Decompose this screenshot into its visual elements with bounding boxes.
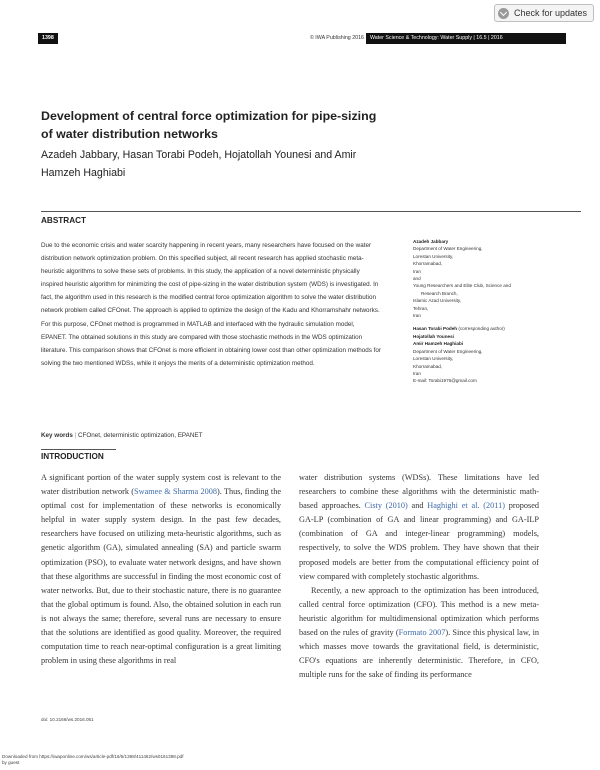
- affiliation-name-1: Azadeh Jabbary: [413, 239, 449, 244]
- affiliation-name-3: Hojatollah Younesi: [413, 333, 454, 339]
- body-text: proposed GA-LP (combination of GA and linear programming) and GA-ILP (combination of GA and integer-linear programming) models, respectively, to solve the WDS problem. They have shown that their proposed models are better from the computational efficiency point of view compared with completely stochastic algorithms.: [299, 501, 540, 581]
- abstract-text: Due to the economic crisis and water scarcity happening in recent years, many researchers have focused on the water distribution network optimization problem. On this specified subject, all recent research has applied stochastic meta-heuristic algorithms to solve these sets of problems. In this study, the application of a novel deterministic physically inspired heuristic algorithm for minimizing the cost of pipe-sizing in the water distribution system (WDS) is investigated. In fact, the algorithm used in this research is the modified central force optimization algorithm to solve the water distribution network problem called CFOnet. The approach is applied to optimize the design of the Kadu and Khorramshahr networks. For this purpose, CFOnet method is programmed in MATLAB and interfaced with the hydraulic simulation model, EPANET. The obtained solutions in this study are compared with those stochastic methods in the WDS optimization literature. This comparison shows that CFOnet is more efficient in obtaining lower cost than other optimization methods for solving the two mentioned WDSs, while it enjoys the merits of a deterministic optimization method.: [41, 242, 381, 367]
- check-for-updates-button[interactable]: [494, 4, 594, 22]
- introduction-heading: INTRODUCTION: [41, 452, 104, 461]
- body-text: A significant portion of the water supply system cost is relevant to the water distribution network (: [41, 473, 281, 497]
- affiliation-line: Iran: [413, 313, 421, 319]
- keywords: Key words | CFOnet, deterministic optimization, EPANET: [41, 432, 203, 439]
- running-header: [38, 33, 566, 44]
- reference-link[interactable]: Cisty (2010): [364, 501, 408, 511]
- corresponding-note: (corresponding author): [458, 326, 505, 332]
- affiliation-name-2: Hasan Torabi Podeh: [413, 326, 458, 332]
- affiliation-line: Research Branch,: [421, 290, 458, 296]
- affiliation-line: Iran: [413, 268, 421, 274]
- email-line: E-mail: Torabi1976@gmail.com: [413, 378, 477, 384]
- article-title: Development of central force optimization for pipe-sizing of water distribution networks: [41, 109, 377, 141]
- affiliation-line: Islamic Azad University,: [413, 298, 462, 304]
- affiliation-line: Tehran,: [413, 305, 429, 311]
- keywords-label: Key words: [41, 432, 73, 439]
- author-list: Azadeh Jabbary, Hasan Torabi Podeh, Hojatollah Younesi and Amir Hamzeh Haghiabi: [41, 149, 357, 179]
- affiliation-line: Iran: [413, 370, 421, 376]
- body-text: Recently, a new approach to the optimization has been introduced, called central force optimization (CFO). This method is a new meta-heuristic algorithm for multidimensional optimization which performs based on the rules of gravity (: [299, 585, 539, 638]
- page-number: 1398: [38, 33, 58, 44]
- check-for-updates-label: Check for updates: [513, 8, 587, 18]
- body-column-left: [41, 471, 281, 668]
- reference-link[interactable]: Swamee & Sharma 2008: [134, 487, 217, 497]
- author-affiliations: [413, 238, 573, 385]
- affiliation-name-4: Amir Hamzeh Haghiabi: [413, 341, 464, 347]
- affiliation-line: Khorramabad,: [413, 261, 443, 267]
- affiliation-line: Young Researchers and Elite Club, Science and: [413, 283, 511, 289]
- reference-link[interactable]: Formato 2007: [398, 628, 446, 638]
- journal-line: Water Science & Technology: Water Supply | 16.5 | 2016: [366, 33, 566, 44]
- body-text: water distribution systems (WDSs). These limitations have led researchers to combine these algorithms with the deterministic math-based approaches.: [299, 473, 539, 511]
- affiliation-line: Lorestan University,: [413, 253, 454, 259]
- affiliation-line: Department of Water Engineering,: [413, 348, 483, 354]
- body-text: and: [407, 501, 428, 511]
- abstract-heading: ABSTRACT: [41, 216, 87, 225]
- introduction-rule: [41, 449, 116, 450]
- publisher-line: © IWA Publishing 2016: [309, 35, 364, 41]
- affiliation-line: Department of Water Engineering,: [413, 246, 483, 252]
- doi: doi: 10.2166/ws.2016.051: [41, 717, 94, 722]
- keywords-value: CFOnet, deterministic optimization, EPANET: [78, 432, 203, 439]
- reference-link[interactable]: Haghighi et al. (2011): [427, 501, 505, 511]
- check-icon: [498, 8, 509, 19]
- download-footer: [2, 754, 183, 766]
- abstract-rule: [41, 211, 581, 212]
- body-text: ). Thus, finding the optimal cost for implementation of these networks is economically helpful in water supply system design. In the past few decades, researchers have focused on utilizing meta-heuristic algorithms, such as genetic algorithm (GA), simulated annealing (SA) and particle swarm optimization (PSO), to evaluate water network designs, and have shown that these algorithms are successful in finding the most economic cost of water networks. But, due to their stochastic nature, there is no guarantee that the global optimum is found. Also, the obtained solution in each run is not always the same; therefore, several runs are necessary to ensure that the solutions are identified as good quality. Moreover, the required computation time to reach near-optimal configuration is a great limiting problem in using these algorithms in real: [41, 487, 281, 666]
- body-column-right: [299, 471, 539, 682]
- affiliation-line: Lorestan University,: [413, 356, 454, 362]
- affiliation-line: and: [413, 276, 421, 282]
- download-guest: by guest: [2, 760, 20, 766]
- body-text: ). Since this physical law, in which masses move towards the gravitational field, is deterministic, CFO's equations are inherently deterministic. Therefore, in CFO, multiple runs for the sake of finding its performance: [299, 628, 539, 680]
- affiliation-line: Khorramabad,: [413, 363, 443, 369]
- download-line: Downloaded from https://iwaponline.com/ws/article-pdf/16/5/1398/411462/ws0161398.pdf: [2, 754, 184, 759]
